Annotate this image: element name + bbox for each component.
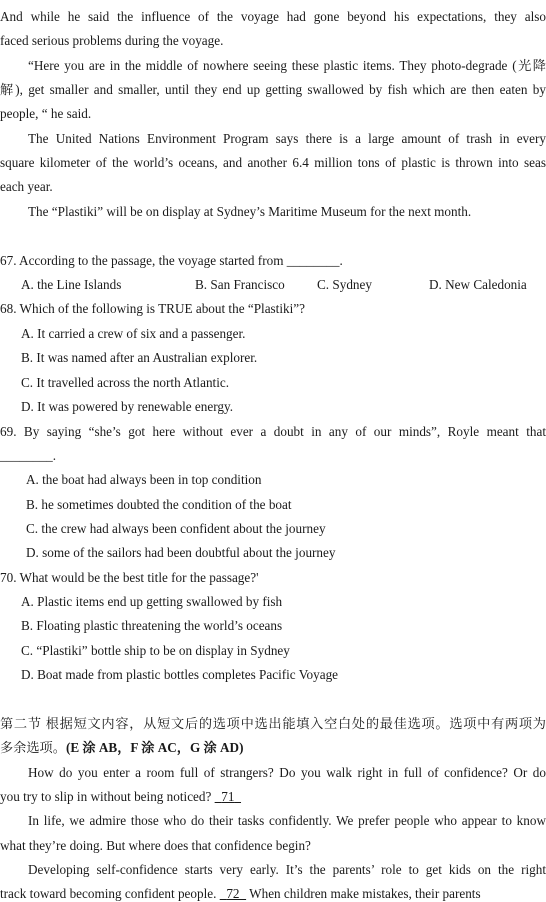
section2-instructions-line2 <box>0 740 546 756</box>
option-d: D. It was powered by renewable energy. <box>21 399 234 414</box>
blank-71-number: 71 <box>221 789 235 804</box>
passage-line: people, “ he said. <box>0 106 92 121</box>
passage-line: The “Plastiki” will be on display at Sydney’s Maritime Museum for the next month. <box>28 204 472 219</box>
question-67-options <box>0 277 546 293</box>
answer-marking-note: (E 涂 AB，F 涂 AC，G 涂 AD) <box>65 740 244 755</box>
option-c: C. the crew had always been confident about the journey <box>26 521 326 536</box>
passage-line: How do you enter a room full of strangers? Do you walk right in full of confidence? Or do <box>28 765 546 780</box>
passage-line: The United Nations Environment Program says there is a large amount of trash in every <box>28 131 546 146</box>
option-a: A. It carried a crew of six and a passenger. <box>21 326 246 341</box>
section2-instructions: 第二节 根据短文内容，从短文后的选项中选出能填入空白处的最佳选项。选项中有两项为 <box>0 716 546 731</box>
option-b: B. he sometimes doubted the condition of the boat <box>26 497 292 512</box>
option-c: C. “Plastiki” bottle ship to be on display in Sydney <box>21 643 290 658</box>
option-a: A. the Line Islands <box>21 277 122 292</box>
option-a: A. Plastic items end up getting swallowed by fish <box>21 594 283 609</box>
blank-71 <box>215 789 241 804</box>
question-69-stem: 69. By saying “she’s got here without ever a doubt in any of our minds”, Royle meant that <box>0 424 546 439</box>
option-d: D. some of the sailors had been doubtful about the journey <box>26 545 336 560</box>
option-b: B. Floating plastic threatening the world’s oceans <box>21 618 283 633</box>
passage-line: square kilometer of the world’s oceans, and another 6.4 million tons of plastic is thrown into seas <box>0 155 546 170</box>
option-a: A. the boat had always been in top condition <box>26 472 262 487</box>
passage-line: faced serious problems during the voyage. <box>0 33 224 48</box>
passage-line: In life, we admire those who do their tasks confidently. We prefer people who appear to know <box>28 813 546 828</box>
option-c: C. Sydney <box>317 277 372 292</box>
passage-text: When children make mistakes, their parents <box>246 886 481 901</box>
instructions-text: 多余选项。 <box>0 740 66 755</box>
passage-line: “Here you are in the middle of nowhere seeing these plastic items. They photo-degrade (光降 <box>28 58 546 73</box>
question-70-stem: 70. What would be the best title for the passage?' <box>0 570 259 585</box>
passage-line: Developing self-confidence starts very early. It’s the parents’ role to get kids on the right <box>28 862 546 877</box>
option-c: C. It travelled across the north Atlantic. <box>21 375 230 390</box>
question-67-stem: 67. According to the passage, the voyage started from ________. <box>0 253 343 268</box>
passage-line: what they’re doing. But where does that confidence begin? <box>0 838 311 853</box>
passage-text: track toward becoming confident people. <box>0 886 220 901</box>
passage-text: you try to slip in without being noticed? <box>0 789 215 804</box>
passage-line <box>0 789 546 805</box>
question-68-stem: 68. Which of the following is TRUE about the “Plastiki”? <box>0 301 305 316</box>
blank-72-number: 72 <box>226 886 240 901</box>
option-b: B. San Francisco <box>195 277 285 292</box>
option-b: B. It was named after an Australian explorer. <box>21 350 258 365</box>
question-69-blank: ________. <box>0 448 57 463</box>
passage-line: each year. <box>0 179 53 194</box>
passage-line: 解), get smaller and smaller, until they end up getting swallowed by fish which are then eaten by <box>0 82 546 97</box>
passage-line: And while he said the influence of the voyage had gone beyond his expectations, they also <box>0 9 546 24</box>
blank-72 <box>220 886 246 901</box>
option-d: D. Boat made from plastic bottles completes Pacific Voyage <box>21 667 339 682</box>
option-d: D. New Caledonia <box>429 277 527 292</box>
